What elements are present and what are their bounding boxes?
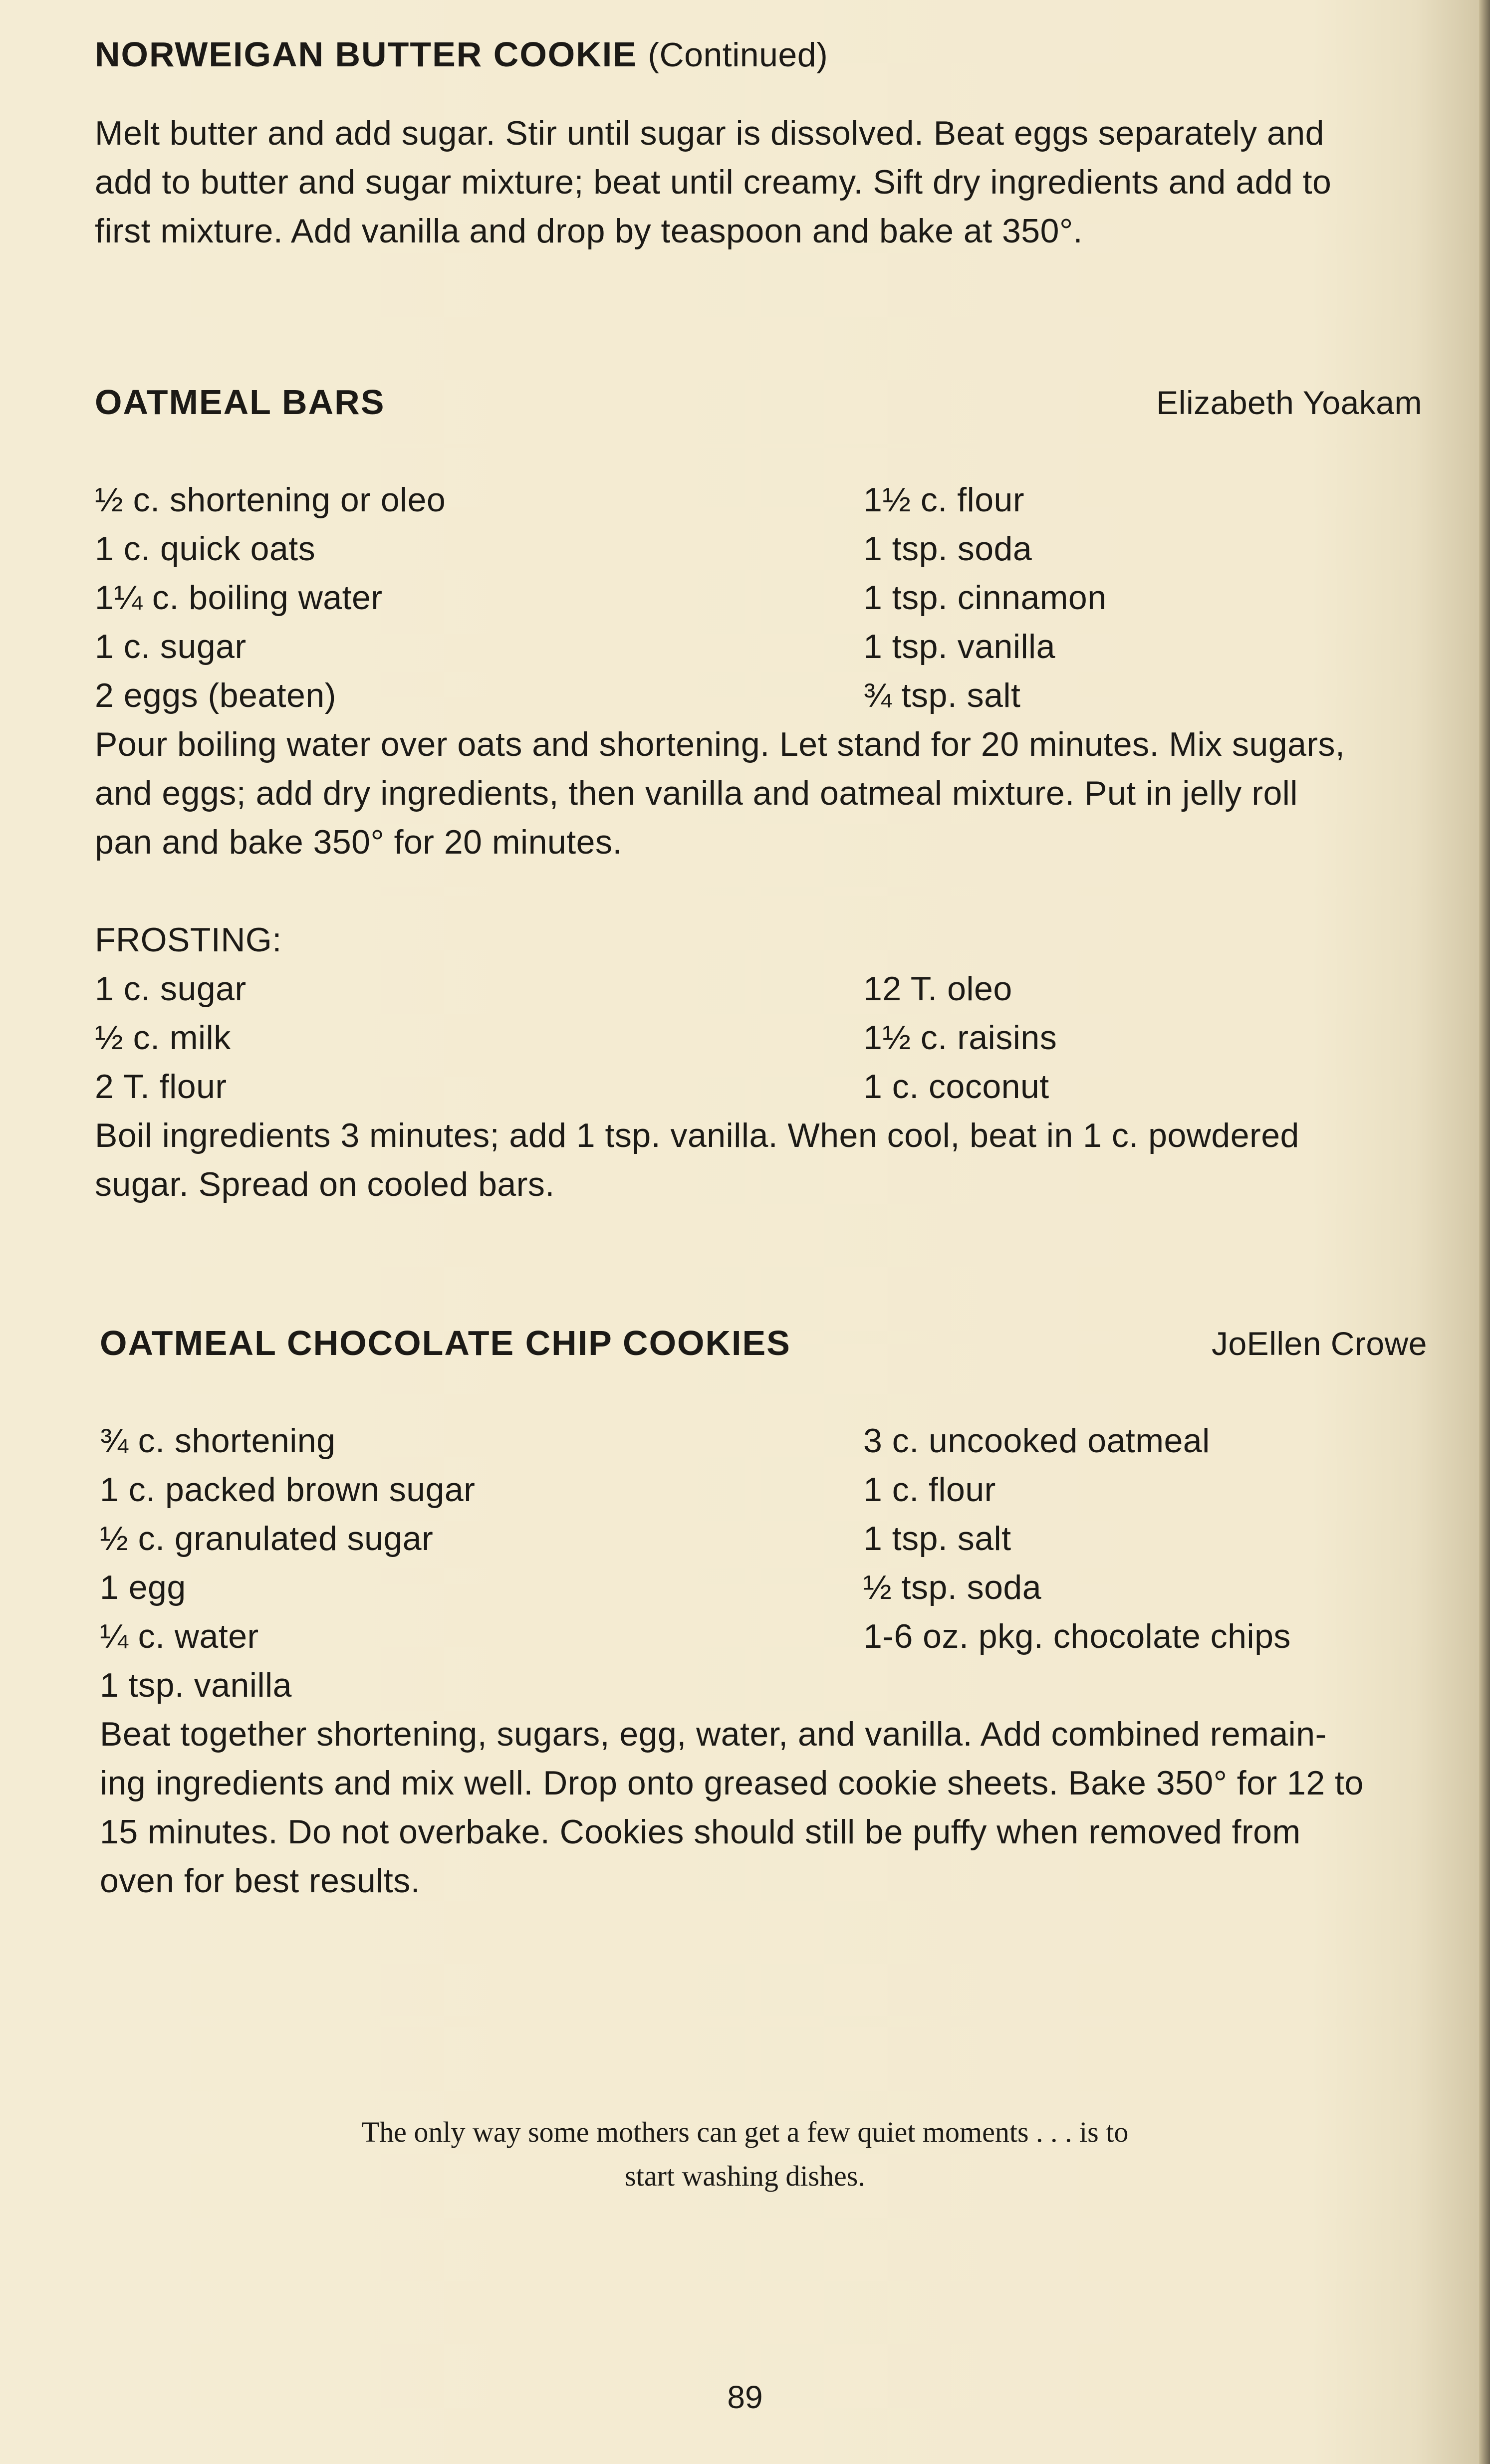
ingredient: 1¼ c. boiling water: [95, 579, 383, 617]
ingredient: 1 c. flour: [863, 1471, 996, 1509]
recipe-title: OATMEAL CHOCOLATE CHIP COOKIES: [100, 1324, 791, 1362]
continued-label: (Continued): [648, 36, 828, 74]
ingredient: 2 eggs (beaten): [95, 676, 336, 714]
recipe-title-text: NORWEIGAN BUTTER COOKIE: [95, 35, 637, 74]
ingredient: 1 c. sugar: [95, 628, 247, 666]
ingredients-left: [100, 1416, 863, 1710]
ingredient: 1 c. packed brown sugar: [100, 1471, 476, 1509]
ingredient: 1½ c. raisins: [863, 1019, 1057, 1057]
ingredient: 1 egg: [100, 1568, 186, 1606]
recipe-header: [95, 378, 1422, 427]
recipe-title: [95, 30, 1422, 79]
page-number: 89: [727, 2379, 763, 2415]
ingredient: 1-6 oz. pkg. chocolate chips: [863, 1617, 1291, 1655]
recipe-oatmeal-bars: [95, 378, 1422, 1209]
quote-line: start washing dishes.: [625, 2160, 865, 2192]
ingredients: [100, 1416, 1427, 1710]
ingredient: ½ c. shortening or oleo: [95, 481, 446, 519]
directions-line: oven for best results.: [100, 1862, 421, 1900]
directions-line: Melt butter and add sugar. Stir until sugar is dissolved. Beat eggs separately and: [95, 114, 1324, 152]
directions-line: pan and bake 350° for 20 minutes.: [95, 823, 622, 861]
ingredient: 1 tsp. vanilla: [863, 628, 1055, 666]
ingredient: ½ c. granulated sugar: [100, 1520, 434, 1558]
filler-quote: [0, 2110, 1490, 2198]
recipe-author: JoEllen Crowe: [1211, 1325, 1427, 1362]
ingredients-right: [863, 1416, 1422, 1710]
directions-line: and eggs; add dry ingredients, then vanilla and oatmeal mixture. Put in jelly roll: [95, 774, 1298, 812]
directions-line: sugar. Spread on cooled bars.: [95, 1165, 555, 1203]
frosting-heading: FROSTING:: [95, 921, 282, 959]
recipe-norwegian-butter-cookie: [95, 30, 1422, 255]
ingredient: 1 tsp. soda: [863, 530, 1032, 568]
directions-line: ing ingredients and mix well. Drop onto greased cookie sheets. Bake 350° for 12 to: [100, 1764, 1364, 1802]
recipe-oatmeal-chocolate-chip: [100, 1319, 1427, 1905]
directions-line: 15 minutes. Do not overbake. Cookies should still be puffy when removed from: [100, 1813, 1301, 1851]
ingredient: 1 tsp. vanilla: [100, 1666, 292, 1704]
directions-line: add to butter and sugar mixture; beat until creamy. Sift dry ingredients and add to: [95, 163, 1332, 201]
ingredient: 1 c. sugar: [95, 970, 247, 1008]
frosting-ingredients: [95, 964, 1422, 1111]
ingredient: 1 tsp. salt: [863, 1520, 1011, 1558]
ingredients-right: [863, 475, 1422, 720]
ingredients: [95, 475, 1422, 720]
directions-line: Boil ingredients 3 minutes; add 1 tsp. vanilla. When cool, beat in 1 c. powdered: [95, 1117, 1299, 1154]
ingredient: 1½ c. flour: [863, 481, 1024, 519]
ingredient: ½ tsp. soda: [863, 1568, 1042, 1606]
ingredient: 2 T. flour: [95, 1068, 227, 1106]
ingredient: 1 tsp. cinnamon: [863, 579, 1107, 617]
ingredient: ¾ tsp. salt: [863, 676, 1021, 714]
recipe-author: Elizabeth Yoakam: [1156, 384, 1422, 421]
recipe-header: [100, 1319, 1427, 1367]
directions-line: first mixture. Add vanilla and drop by teaspoon and bake at 350°.: [95, 212, 1083, 250]
quote-line: The only way some mothers can get a few quiet moments . . . is to: [361, 2116, 1129, 2148]
ingredient: 12 T. oleo: [863, 970, 1012, 1008]
ingredient: 1 c. coconut: [863, 1068, 1049, 1106]
directions-line: Pour boiling water over oats and shortening. Let stand for 20 minutes. Mix sugars,: [95, 725, 1345, 763]
ingredient: ¾ c. shortening: [100, 1422, 336, 1460]
ingredient: ¼ c. water: [100, 1617, 259, 1655]
ingredient: 1 c. quick oats: [95, 530, 316, 568]
directions-line: Beat together shortening, sugars, egg, water, and vanilla. Add combined remain-: [100, 1715, 1327, 1753]
recipe-title: OATMEAL BARS: [95, 383, 385, 422]
ingredient: ½ c. milk: [95, 1019, 231, 1057]
ingredient: 3 c. uncooked oatmeal: [863, 1422, 1210, 1460]
page-spine-edge: [1479, 0, 1490, 2464]
frosting-left: [95, 964, 863, 1111]
frosting-right: [863, 964, 1422, 1111]
ingredients-left: [95, 475, 863, 720]
